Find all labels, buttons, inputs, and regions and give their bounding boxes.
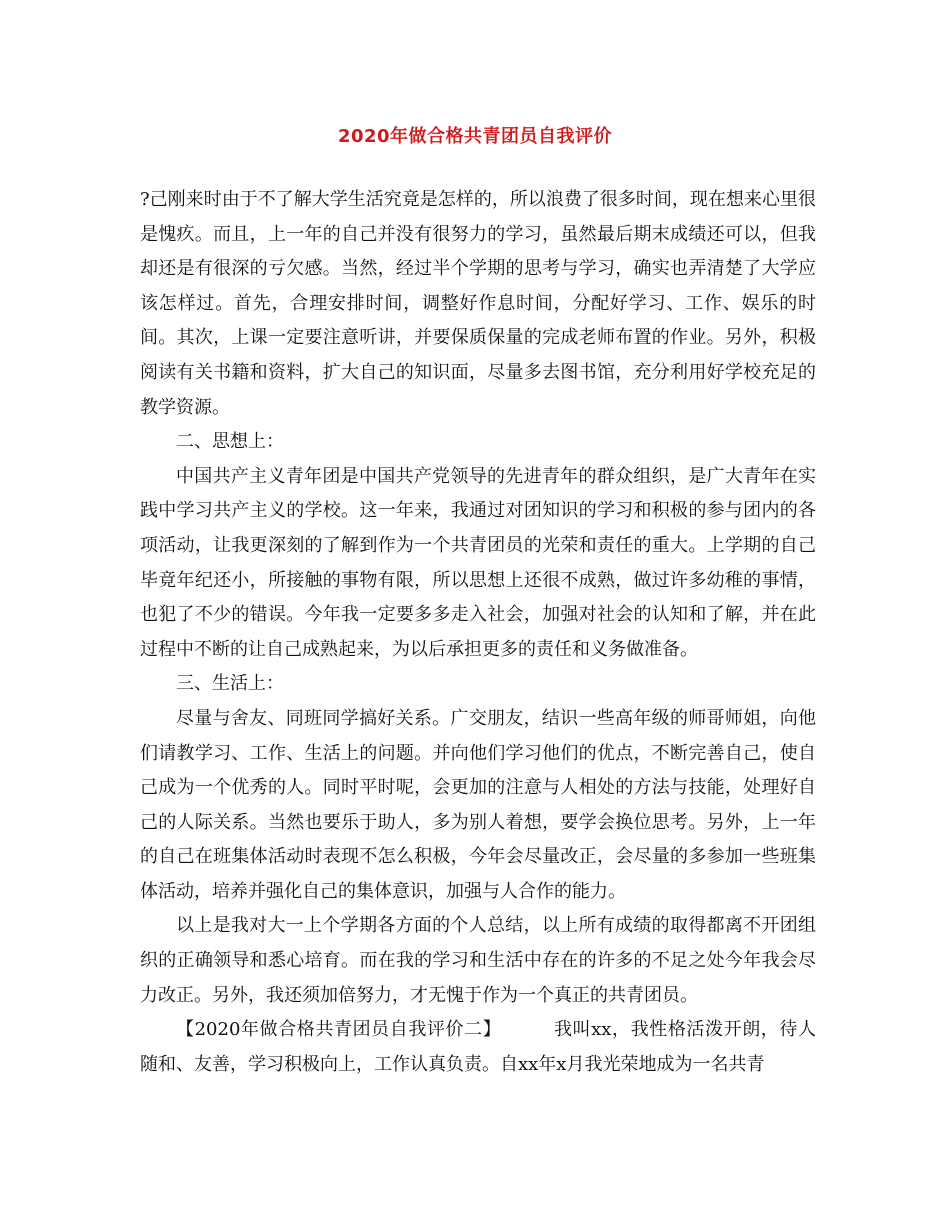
document-title: 2020年做合格共青团员自我评价: [337, 126, 613, 147]
part-two-text: 我叫xx，我性格活泼开朗，待人随和、友善，学习积极向上，工作认真负责。自xx年x月我光荣地成为一名共青: [140, 1019, 816, 1075]
part-two-heading: 【2020年做合格共青团员自我评价二】: [176, 1019, 502, 1041]
paragraph-thought: 中国共产主义青年团是中国共产党领导的先进青年的群众组织，是广大青年在实践中学习共产主义的学校。这一年来，我通过对团知识的学习和积极的参与团内的各项活动，让我更深刻的了解到作为一个共青团员的光荣和责任的重大。上学期的自己毕竟年纪还小，所接触的事物有限，所以思想上还很不成熟，做过许多幼稚的事情，也犯了不少的错误。今年我一定要多多走入社会，加强对社会的认知和了解，并在此过程中不断的让自己成熟起来，为以后承担更多的责任和义务做准备。: [140, 465, 816, 660]
section-heading-life: 三、生活上：: [176, 673, 284, 695]
paragraph-life: 尽量与舍友、同班同学搞好关系。广交朋友，结识一些高年级的师哥师姐，向他们请教学习、工作、生活上的问题。并向他们学习他们的优点，不断完善自己，使自己成为一个优秀的人。同时平时呢，会更加的注意与人相处的方法与技能，处理好自己的人际关系。当然也要乐于助人，多为别人着想，要学会换位思考。另外，上一年的自己在班集体活动时表现不怎么积极，今年会尽量改正，会尽量的多参加一些班集体活动，培养并强化自己的集体意识，加强与人合作的能力。: [140, 707, 816, 902]
document-body: [140, 183, 816, 1082]
section-heading-thought: 二、思想上：: [176, 431, 284, 453]
paragraph-summary: 以上是我对大一上个学期各方面的个人总结，以上所有成绩的取得都离不开团组织的正确领导和悉心培育。而在我的学习和生活中存在的许多的不足之处今年我会尽力改正。另外，我还须加倍努力，才无愧于作为一个真正的共青团员。: [140, 915, 816, 1006]
paragraph-study: ?己刚来时由于不了解大学生活究竟是怎样的，所以浪费了很多时间，现在想来心里很是愧疚。而且，上一年的自己并没有很努力的学习，虽然最后期末成绩还可以，但我却还是有很深的亏欠感。当然，经过半个学期的思考与学习，确实也弄清楚了大学应该怎样过。首先，合理安排时间，调整好作息时间，分配好学习、工作、娱乐的时间。其次，上课一定要注意听讲，并要保质保量的完成老师布置的作业。另外，积极阅读有关书籍和资料，扩大自己的知识面，尽量多去图书馆，充分利用好学校充足的教学资源。: [140, 189, 816, 418]
paragraph-part-two: [140, 1013, 816, 1082]
